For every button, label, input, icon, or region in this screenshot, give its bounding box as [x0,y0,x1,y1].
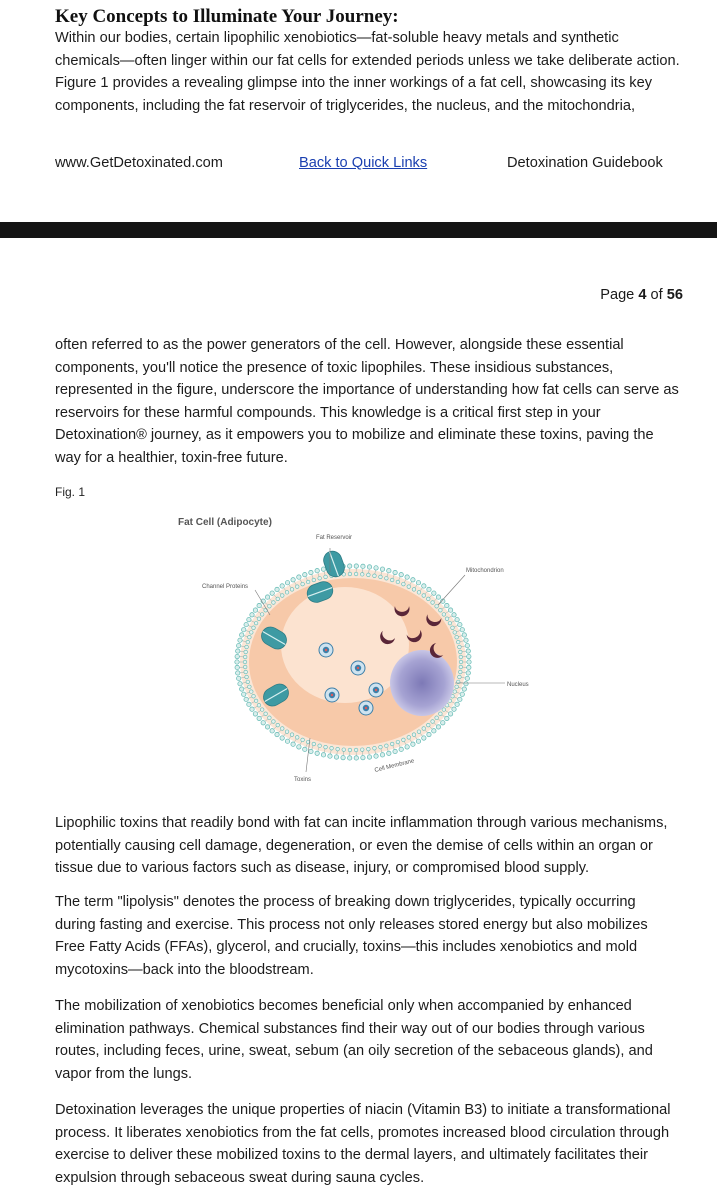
membrane-bead [244,622,248,626]
diagram-title: Fat Cell (Adipocyte) [178,517,272,528]
membrane-bead [280,736,284,740]
membrane-bead [361,755,365,759]
membrane-bead [236,676,240,680]
page-number: Page 4 of 56 [600,287,683,303]
membrane-bead [432,591,436,595]
membrane-bead [297,575,301,579]
membrane-bead [235,665,239,669]
membrane-bead [399,747,403,751]
membrane-bead [411,742,415,746]
membrane-bead [270,591,274,595]
membrane-bead [242,628,246,632]
membrane-bead [334,755,338,759]
label-fat-reservoir: Fat Reservoir [316,535,353,541]
membrane-bead [393,570,397,574]
fat-reservoir [281,587,409,703]
toxin-particle [351,661,365,675]
membrane-bead [422,736,426,740]
label-nucleus: Nucleus [507,682,529,688]
membrane-bead [367,565,371,569]
membrane-bead [303,747,307,751]
membrane-bead [247,702,251,706]
footer-website: www.GetDetoxinated.com [55,155,223,171]
membrane-bead [432,729,436,733]
membrane-bead [280,584,284,588]
membrane-bead [380,567,384,571]
toxin-particle [359,701,373,715]
toxin-particle [369,683,383,697]
membrane-bead [238,638,242,642]
membrane-bead [354,756,358,760]
membrane-bead [380,753,384,757]
membrane-bead [236,671,240,675]
membrane-bead [427,732,431,736]
membrane-bead [405,745,409,749]
membrane-bead [309,749,313,753]
membrane-bead [416,581,420,585]
membrane-bead [291,578,295,582]
nucleus [390,650,454,716]
toxin-particle [319,643,333,657]
membrane-bead [361,564,365,568]
membrane-bead [458,697,462,701]
paragraph-lipolysis: The term "lipolysis" denotes the process of breaking down triglycerides, typically occurring during fasting and exercise. This process not only releases stored energy but also mobilizes Free Fatty Acids (FFAs), glycerol, and crucially, toxins—this includes xenobiotics and mold mycotoxins—back into the bloodstream. [55,894,648,978]
membrane-bead [347,756,351,760]
membrane-bead [445,716,449,720]
membrane-bead [242,692,246,696]
membrane-bead [387,751,391,755]
page-divider [0,222,717,238]
membrane-bead [374,566,378,570]
membrane-bead [445,603,449,607]
membrane-bead [321,753,325,757]
membrane-bead [321,567,325,571]
membrane-bead [367,755,371,759]
membrane-bead [464,638,468,642]
membrane-bead [416,739,420,743]
membrane-bead [374,754,378,758]
membrane-bead [465,676,469,680]
paragraph-mobilization: The mobilization of xenobiotics becomes beneficial only when accompanied by enhanced elimination pathways. Chemical substances find their way out of our bodies through various routes, including feces, urine, sweat, sebum (an oily secretion of the sebaceous glands), and vapor from the lungs. [55,998,653,1082]
membrane-bead [315,568,319,572]
membrane-bead [265,725,269,729]
membrane-bead [235,660,239,664]
membrane-bead [467,654,471,658]
membrane-bead [285,739,289,743]
membrane-bead [297,745,301,749]
membrane-bead [236,643,240,647]
section-heading: Key Concepts to Illuminate Your Journey: [55,6,399,27]
membrane-bead [235,654,239,658]
membrane-bead [458,622,462,626]
membrane-bead [427,587,431,591]
membrane-bead [250,707,254,711]
label-toxins: Toxins [294,777,312,783]
membrane-bead [354,564,358,568]
membrane-bead [455,617,459,621]
membrane-bead [303,572,307,576]
membrane-bead [244,697,248,701]
membrane-bead [236,649,240,653]
membrane-bead [291,742,295,746]
membrane-bead [239,687,243,691]
membrane-bead [328,754,332,758]
membrane-bead [387,568,391,572]
membrane-bead [253,608,257,612]
figure-label: Fig. 1 [55,485,86,499]
membrane-bead [309,570,313,574]
membrane-bead [238,682,242,686]
membrane-bead [393,749,397,753]
membrane-bead [257,603,261,607]
membrane-bead [341,755,345,759]
membrane-bead [265,595,269,599]
membrane-bead [465,643,469,647]
membrane-bead [250,613,254,617]
membrane-bead [460,628,464,632]
label-cell-membrane: Cell Membrane [374,758,415,774]
footer-guide-title: Detoxination Guidebook [507,155,663,171]
membrane-bead [448,608,452,612]
continuation-paragraph: often referred to as the power generators of the cell. However, alongside these essential components, you'll notice the presence of toxic lipophiles. These insidious substances, represented in the figure, underscore the importance of understanding how fat cells can serve as reservoirs for these harmful compounds. This knowledge is a critical first step in your Detoxination® journey, as it empowers you to mobilize and eliminate these toxins, paving the way for a healthier, toxin-free future. [55,337,679,466]
membrane-bead [436,595,440,599]
membrane-bead [452,613,456,617]
membrane-bead [467,665,471,669]
membrane-bead [462,633,466,637]
membrane-bead [448,712,452,716]
membrane-bead [399,572,403,576]
membrane-bead [460,692,464,696]
membrane-bead [467,660,471,664]
toxin-particle [325,688,339,702]
membrane-bead [315,751,319,755]
membrane-bead [347,564,351,568]
paragraph-detoxination-niacin: Detoxination leverages the unique properties of niacin (Vitamin B3) to initiate a transformational process. It liberates xenobiotics from the fat cells, promotes increased blood circulation through exercise to deliver these mobilized toxins to the dermal layers, and ultimately facilitates their expulsion through sebaceous sweat during sauna cycles. [55,1102,671,1186]
paragraph-lipophilic-toxins: Lipophilic toxins that readily bond with fat can incite inflammation through various mechanisms, potentially causing cell damage, degeneration, or even the demise of cells within an organ or tissue due to various factors such as disease, injury, or compromised blood supply. [55,815,668,876]
back-to-quick-links-link[interactable]: Back to Quick Links [299,155,428,171]
membrane-bead [464,682,468,686]
membrane-bead [422,584,426,588]
membrane-bead [275,732,279,736]
membrane-bead [239,633,243,637]
intro-paragraph: Within our bodies, certain lipophilic xenobiotics—fat-soluble heavy metals and synthetic chemicals—often linger within our fat cells for extended periods unless we take deliberate action. Figure 1 provides a revealing glimpse into the inner workings of a fat cell, showcasing its key components, including the fat reservoir of triglycerides, the nucleus, and the mitochondria, [55,30,680,114]
membrane-bead [253,712,257,716]
membrane-bead [270,729,274,733]
membrane-bead [405,575,409,579]
membrane-bead [275,587,279,591]
membrane-bead [466,671,470,675]
membrane-bead [441,721,445,725]
membrane-bead [257,716,261,720]
membrane-bead [411,578,415,582]
membrane-bead [466,649,470,653]
fat-cell-diagram [170,510,550,790]
label-channel-proteins: Channel Proteins [202,584,249,590]
label-mitochondrion: Mitochondrion [466,568,504,574]
membrane-bead [452,707,456,711]
membrane-bead [285,581,289,585]
membrane-bead [462,687,466,691]
membrane-bead [261,721,265,725]
membrane-bead [247,617,251,621]
membrane-bead [455,702,459,706]
membrane-bead [436,725,440,729]
